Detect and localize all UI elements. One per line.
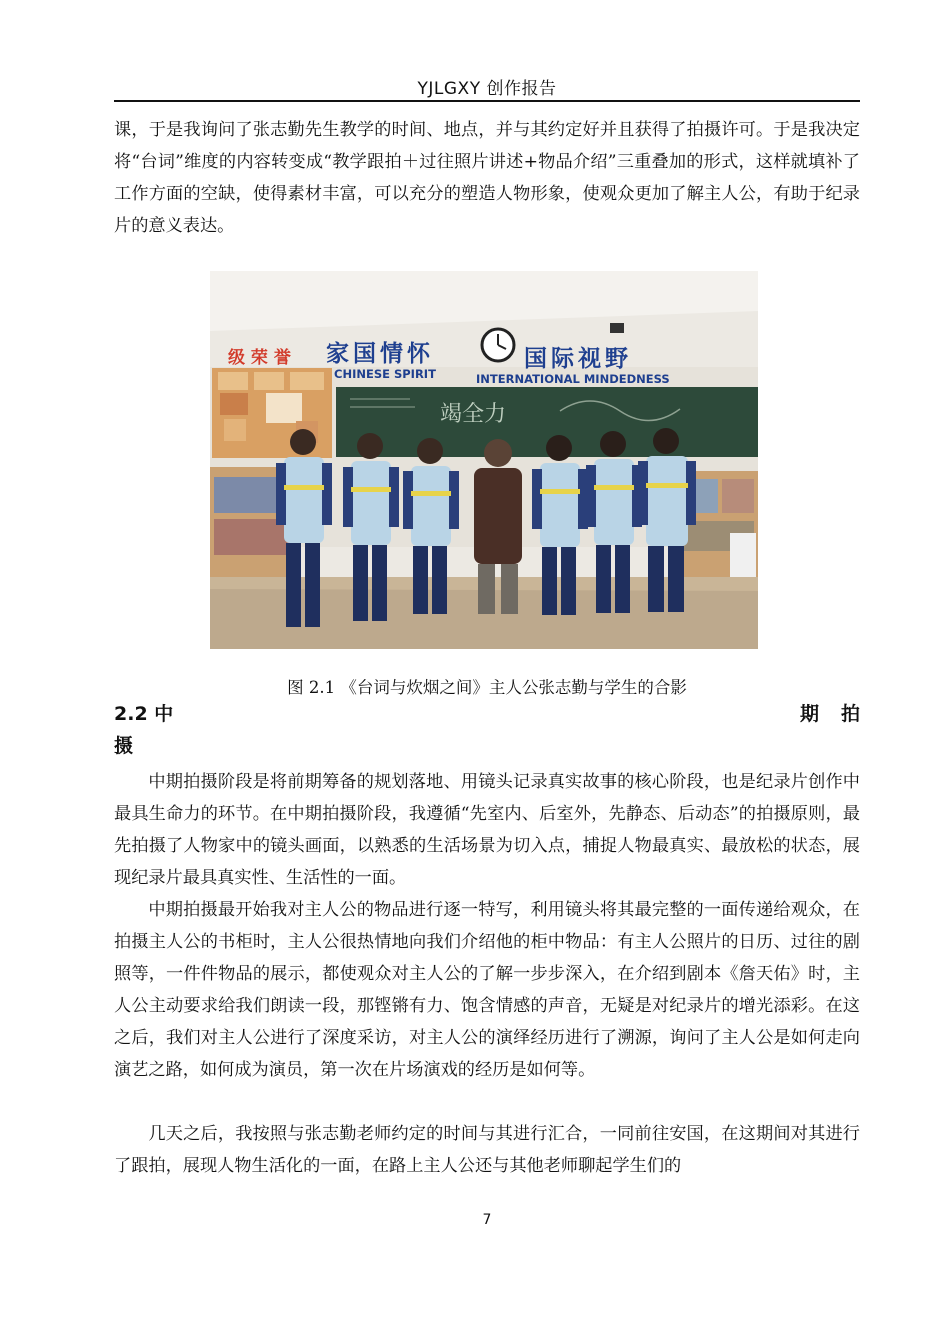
section-heading-right: 期 拍 (800, 703, 860, 725)
banner-en-1: CHINESE SPIRIT (334, 367, 436, 381)
camera-icon (610, 323, 624, 333)
running-header: YJLGXY 创作报告 (417, 79, 557, 99)
banner-en-2: INTERNATIONAL MINDEDNESS (476, 372, 670, 386)
paragraph-1: 课，于是我询问了张志勤先生教学的时间、地点，并与其约定好并且获得了拍摄许可。于是我决定将“台词”维度的内容转变成“教学跟拍＋过往照片讲述+物品介绍”三重叠加的形式，这样就填补了工作方面的空缺，使得素材丰富，可以充分的塑造人物形象，使观众更加了解主人公，有助于纪录片的意义表达。 (114, 120, 860, 236)
paragraph-4: 几天之后，我按照与张志勤老师约定的时间与其进行汇合，一同前往安国，在这期间对其进行了跟拍，展现人物生活化的一面，在路上主人公还与其他老师聊起学生们的 (114, 1124, 860, 1176)
paragraph-2: 中期拍摄阶段是将前期筹备的规划落地、用镜头记录真实故事的核心阶段，也是纪录片创作中最具生命力的环节。在中期拍摄阶段，我遵循“先室内、后室外，先静态、后动态”的拍摄原则，最先拍摄了人物家中的镜头画面，以熟悉的生活场景为切入点，捕捉人物最真实、最放松的状态，展现纪录片最具真实性、生活性的一面。 (114, 772, 860, 888)
board-text: 竭全力 (440, 402, 507, 427)
section-heading-number: 2.2 中 (114, 703, 174, 725)
banner-left-text: 级 荣 誉 (228, 348, 291, 368)
header-rule (114, 100, 860, 102)
figure-photo (210, 271, 758, 649)
figure-caption: 图 2.1 《台词与炊烟之间》主人公张志勤与学生的合影 (287, 678, 687, 697)
section-heading-last: 摄 (114, 735, 134, 757)
paragraph-3: 中期拍摄最开始我对主人公的物品进行逐一特写，利用镜头将其最完整的一面传递给观众，在拍摄主人公的书柜时，主人公很热情地向我们介绍他的柜中物品：有主人公照片的日历、过往的剧照等，一件件物品的展示，都使观众对主人公的了解一步步深入，在介绍到剧本《詹天佑》时，主人公主动要求给我们朗读一段，那铿锵有力、饱含情感的声音，无疑是对纪录片的增光添彩。在这之后，我们对主人公进行了深度采访，对主人公的演绎经历进行了溯源，询问了主人公是如何走向演艺之路，如何成为演员，第一次在片场演戏的经历是如何等。 (114, 900, 860, 1080)
banner-main-text: 家国情怀 (326, 341, 434, 367)
banner-main-text-2: 国际视野 (524, 346, 632, 372)
page-number: 7 (482, 1212, 492, 1228)
